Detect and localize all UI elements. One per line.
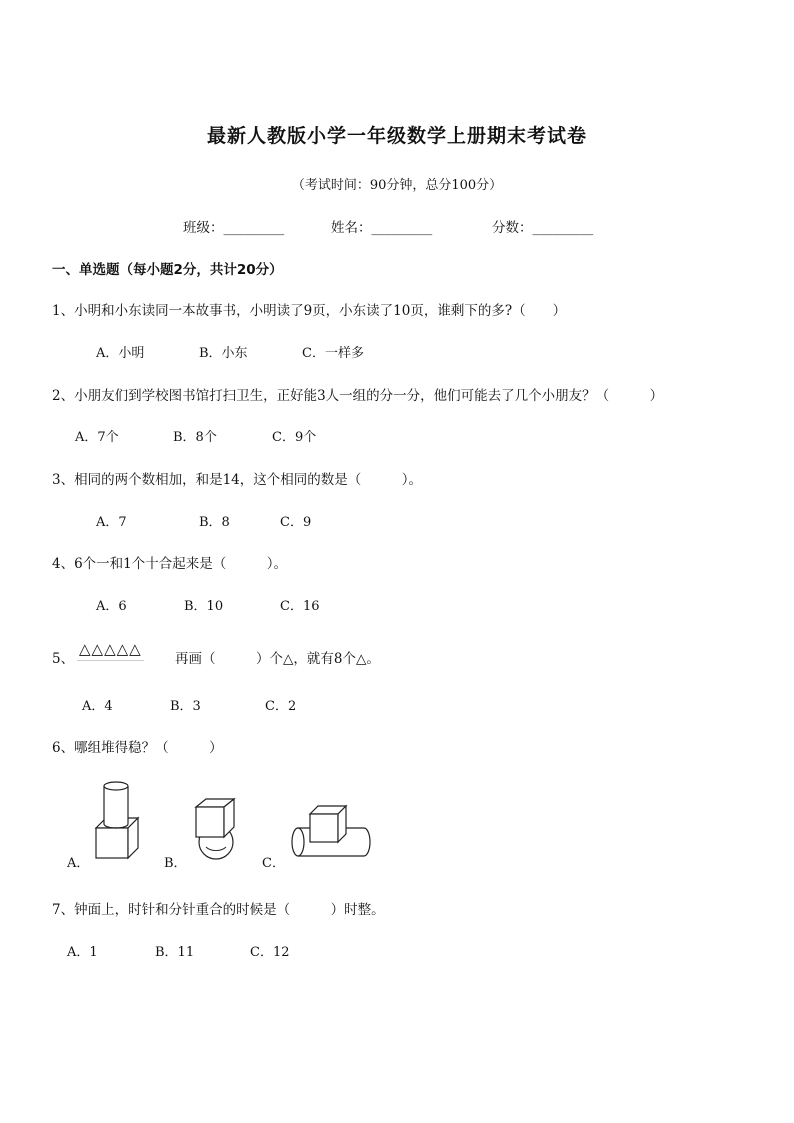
question-5-number: 5、 bbox=[52, 651, 75, 667]
cube-on-cylinder-figure bbox=[288, 800, 378, 865]
q7-option-c: C．12 bbox=[250, 945, 290, 960]
q6-option-a: A． bbox=[67, 856, 90, 871]
q6-option-b: B． bbox=[164, 856, 187, 871]
q4-option-a: A．6 bbox=[96, 599, 127, 614]
q7-option-b: B．11 bbox=[155, 945, 195, 960]
q5-option-c: C．2 bbox=[265, 699, 297, 714]
q3-option-b: B．8 bbox=[199, 515, 230, 530]
section-heading: 一、单选题（每小题2分，共计20分） bbox=[52, 262, 283, 278]
question-3: 3、相同的两个数相加，和是14，这个相同的数是（ ）。 bbox=[52, 472, 423, 488]
question-2: 2、小朋友们到学校图书馆打扫卫生，正好能3人一组的分一分，他们可能去了几个小朋友？（ ） bbox=[52, 388, 664, 404]
triangles-figure: △△△△△ bbox=[77, 640, 144, 661]
q2-option-c: C．9个 bbox=[272, 430, 317, 445]
score-field: 分数：_________ bbox=[492, 220, 594, 236]
q3-option-a: A．7 bbox=[96, 515, 127, 530]
question-4: 4、6个一和1个十合起来是（ ）。 bbox=[52, 556, 288, 572]
question-1: 1、小明和小东读同一本故事书，小明读了9页，小东读了10页，谁剩下的多?（ ） bbox=[52, 303, 567, 319]
q1-option-c: C．一样多 bbox=[302, 346, 364, 361]
q2-option-b: B．8个 bbox=[173, 430, 217, 445]
class-field: 班级：_________ bbox=[183, 220, 285, 236]
q1-option-b: B．小东 bbox=[199, 346, 248, 361]
q3-option-c: C．9 bbox=[280, 515, 312, 530]
question-7: 7、钟面上，时针和分针重合的时候是（ ）时整。 bbox=[52, 902, 385, 918]
question-5: 再画（ ）个△，就有8个△。 bbox=[175, 651, 380, 667]
q7-option-a: A．1 bbox=[67, 945, 98, 960]
cylinder-on-cube-figure bbox=[90, 780, 150, 865]
q5-option-b: B．3 bbox=[170, 699, 201, 714]
q1-option-a: A．小明 bbox=[96, 346, 145, 361]
name-field: 姓名：_________ bbox=[331, 220, 433, 236]
cube-on-ball-figure bbox=[188, 795, 248, 865]
exam-title: 最新人教版小学一年级数学上册期末考试卷 bbox=[206, 125, 587, 147]
q4-option-c: C．16 bbox=[280, 599, 320, 614]
q6-option-c: C． bbox=[262, 856, 285, 871]
q2-option-a: A．7个 bbox=[75, 430, 119, 445]
q5-option-a: A．4 bbox=[82, 699, 113, 714]
exam-subtitle: （考试时间：90分钟，总分100分） bbox=[291, 178, 503, 193]
q4-option-b: B．10 bbox=[184, 599, 224, 614]
question-6: 6、哪组堆得稳？（ ） bbox=[52, 740, 223, 756]
